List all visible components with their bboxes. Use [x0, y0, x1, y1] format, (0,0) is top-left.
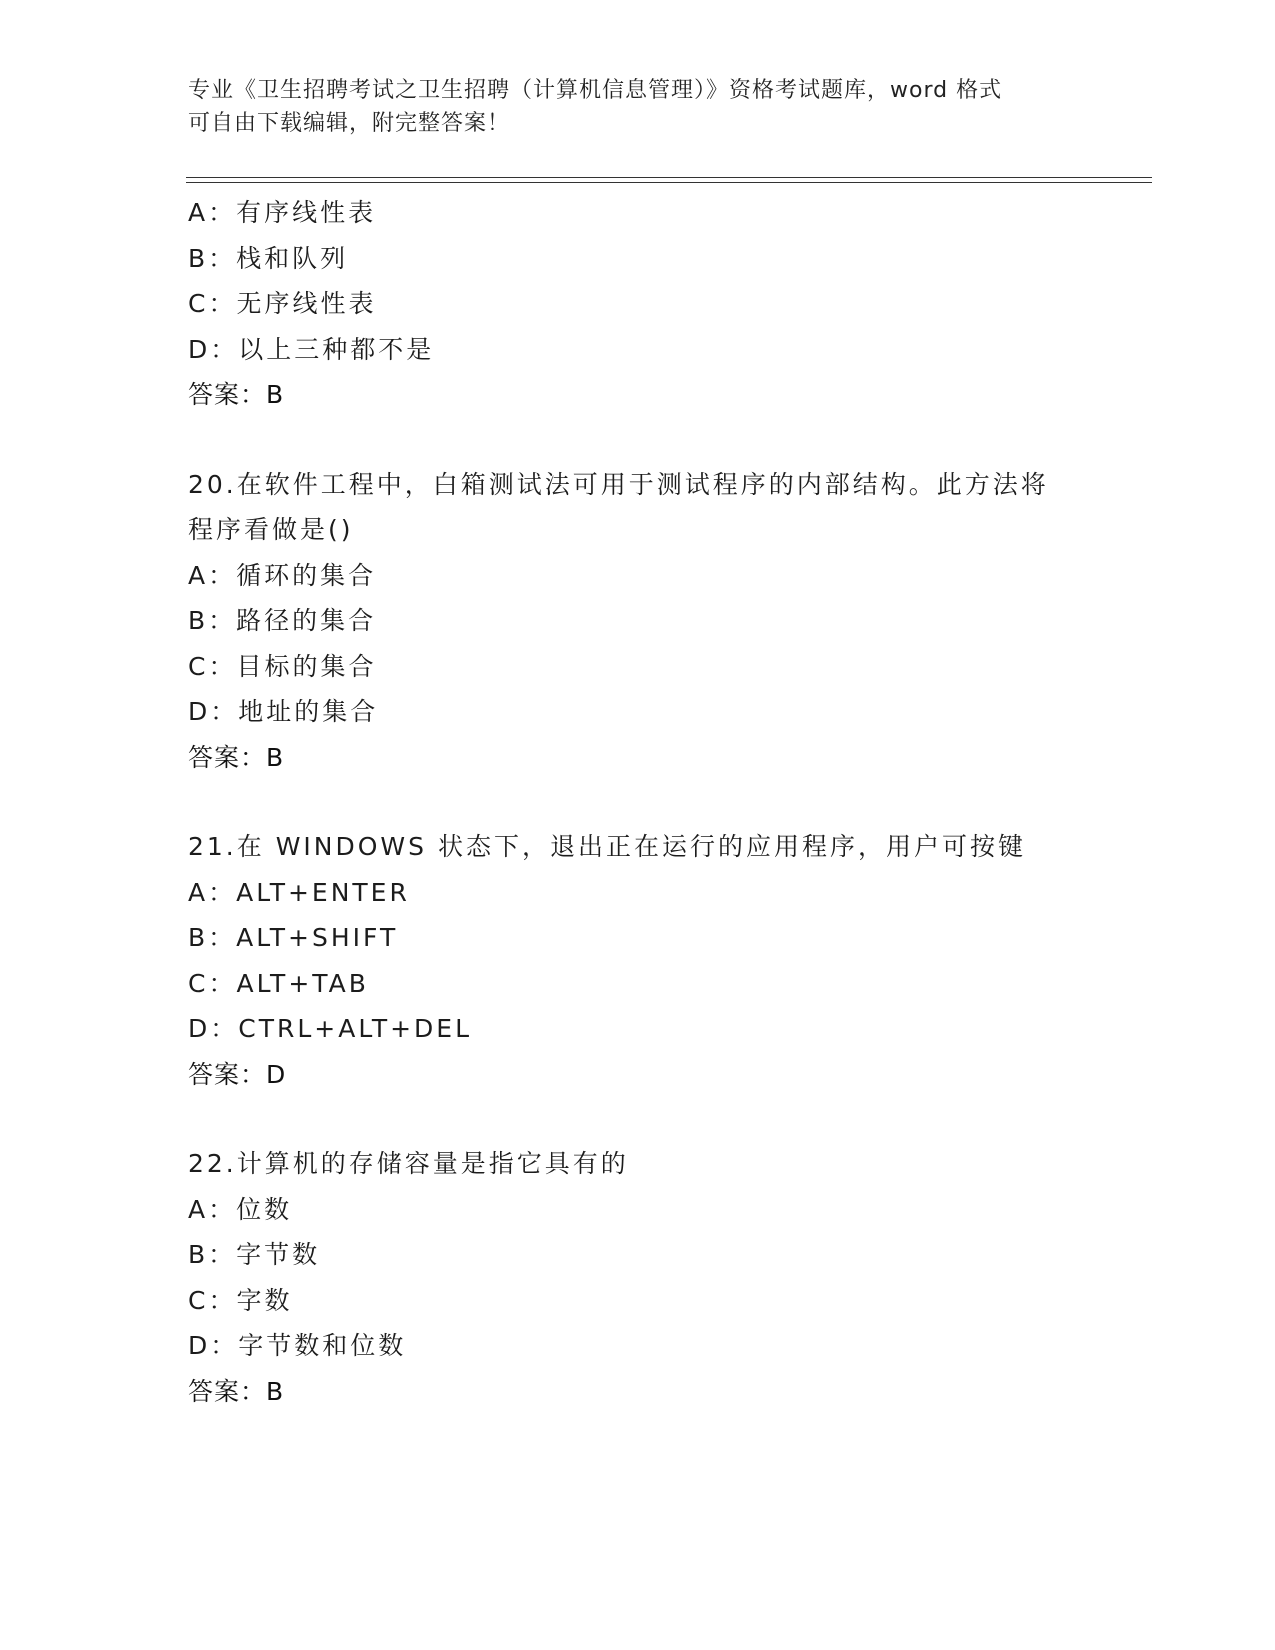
option-text: 循环的集合	[236, 560, 377, 590]
header-title-line-2: 可自由下载编辑，附完整答案！	[188, 111, 511, 136]
question-list	[188, 190, 1148, 1414]
option-letter: A：	[188, 198, 237, 227]
option-letter: C：	[188, 968, 237, 998]
question-stem-continued: 程序看做是()	[188, 515, 354, 544]
option-c	[188, 644, 1148, 690]
option-text: 以上三种都不是	[238, 334, 435, 364]
option-a	[188, 870, 1148, 916]
option-text: 字数	[236, 1285, 293, 1315]
option-letter: D：	[188, 1014, 239, 1043]
option-letter: C：	[188, 289, 237, 318]
option-text: ALT+ENTER	[236, 877, 410, 907]
option-letter: C：	[188, 651, 237, 681]
option-letter: D：	[188, 334, 239, 364]
option-text: 无序线性表	[236, 289, 377, 318]
option-letter: B：	[188, 1240, 237, 1269]
option-text: ALT+TAB	[236, 968, 369, 998]
option-letter: A：	[188, 1194, 237, 1224]
option-text: 位数	[236, 1194, 293, 1224]
option-letter: C：	[188, 1285, 237, 1315]
spacer	[188, 418, 1148, 462]
option-b	[188, 1232, 1148, 1278]
option-c	[188, 1278, 1148, 1324]
header-divider-top	[186, 177, 1152, 178]
option-b	[188, 915, 1148, 961]
header-divider-bottom	[186, 182, 1152, 183]
question-21	[188, 824, 1148, 1097]
question-19	[188, 190, 1148, 418]
option-c	[188, 281, 1148, 327]
option-letter: D：	[188, 1331, 239, 1360]
option-letter: A：	[188, 560, 237, 590]
option-text: 地址的集合	[238, 697, 379, 726]
question-20	[188, 462, 1148, 781]
option-text: 路径的集合	[236, 606, 377, 635]
option-text: 有序线性表	[236, 198, 377, 227]
question-stem: 21.在 WINDOWS 状态下，退出正在运行的应用程序，用户可按键	[188, 832, 1026, 861]
option-a	[188, 190, 1148, 236]
question-stem: 20.在软件工程中，白箱测试法可用于测试程序的内部结构。此方法将	[188, 469, 1049, 499]
spacer	[188, 1097, 1148, 1141]
option-letter: D：	[188, 697, 239, 726]
question-stem: 22.计算机的存储容量是指它具有的	[188, 1149, 629, 1178]
option-d	[188, 1323, 1148, 1369]
option-a	[188, 1187, 1148, 1233]
answer-line: 答案：B	[188, 380, 285, 409]
spacer	[188, 780, 1148, 824]
option-c	[188, 961, 1148, 1007]
option-letter: B：	[188, 243, 237, 273]
answer-line: 答案：B	[188, 742, 285, 772]
option-text: 字节数	[236, 1240, 321, 1269]
option-d	[188, 1006, 1148, 1052]
answer-line: 答案：D	[188, 1059, 287, 1089]
option-letter: A：	[188, 877, 237, 907]
option-b	[188, 236, 1148, 282]
question-22	[188, 1141, 1148, 1414]
option-letter: B：	[188, 606, 237, 635]
option-b	[188, 598, 1148, 644]
option-text: 目标的集合	[236, 651, 377, 681]
option-text: CTRL+ALT+DEL	[238, 1014, 473, 1043]
option-text: 字节数和位数	[238, 1331, 407, 1360]
answer-line: 答案：B	[188, 1376, 285, 1406]
option-text: ALT+SHIFT	[236, 923, 399, 952]
header-title-line-1: 专业《卫生招聘考试之卫生招聘（计算机信息管理）》资格考试题库，word 格式	[188, 78, 1003, 103]
option-letter: B：	[188, 923, 237, 952]
option-text: 栈和队列	[236, 243, 349, 273]
document-header	[188, 74, 1068, 140]
option-a	[188, 553, 1148, 599]
option-d	[188, 689, 1148, 735]
option-d	[188, 327, 1148, 373]
